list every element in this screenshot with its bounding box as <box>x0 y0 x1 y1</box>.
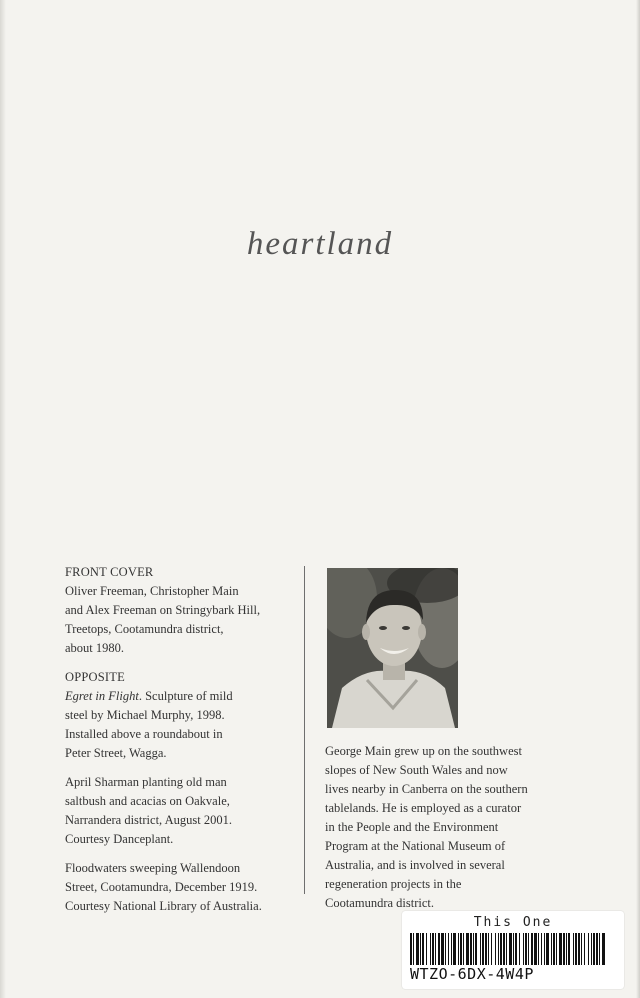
barcode-bar <box>538 933 539 965</box>
barcode-bar <box>534 933 537 965</box>
caption-heading-opposite: OPPOSITE <box>65 670 125 684</box>
barcode-bar <box>596 933 598 965</box>
barcode-bar <box>441 933 444 965</box>
barcode-bar <box>445 933 446 965</box>
barcode-bar <box>491 933 492 965</box>
barcode-bar <box>551 933 552 965</box>
barcode-bar <box>584 933 585 965</box>
barcode-bar <box>463 933 464 965</box>
caption-front-cover <box>65 563 290 658</box>
caption-line: Floodwaters sweeping Wallendoon <box>65 861 241 875</box>
bio-line: Program at the National Museum of <box>325 839 506 853</box>
barcode-bar <box>475 933 477 965</box>
page-edge-right <box>636 0 640 998</box>
barcode-bar <box>432 933 434 965</box>
barcode-bar <box>482 933 484 965</box>
bio-line: Cootamundra district. <box>325 896 435 910</box>
barcode-bar <box>528 933 529 965</box>
caption-line: saltbush and acacias on Oakvale, <box>65 794 230 808</box>
barcode-bar <box>575 933 577 965</box>
bio-line: slopes of New South Wales and now <box>325 763 508 777</box>
caption-line: Oliver Freeman, Christopher Main <box>65 584 239 598</box>
caption-line: Courtesy Danceplant. <box>65 832 174 846</box>
barcode-bar <box>488 933 489 965</box>
sticker-code: WTZO-6DX-4W4P <box>410 965 534 983</box>
caption-line: Treetops, Cootamundra district, <box>65 622 224 636</box>
bio-line: in the People and the Environment <box>325 820 499 834</box>
barcode-bar <box>435 933 436 965</box>
caption-line <box>65 687 290 706</box>
caption-line: Peter Street, Wagga. <box>65 746 167 760</box>
barcode-bar <box>498 933 499 965</box>
barcode-bar <box>523 933 524 965</box>
bio-line: Australia, and is involved in several <box>325 858 505 872</box>
barcode-bar <box>453 933 456 965</box>
caption-line: Courtesy National Library of Australia. <box>65 899 262 913</box>
author-photo <box>327 568 458 728</box>
barcode-bar <box>546 933 549 965</box>
caption-column <box>65 563 290 926</box>
page-edge-left <box>0 0 6 998</box>
barcode-bar <box>466 933 469 965</box>
barcode-bar <box>503 933 505 965</box>
caption-april <box>65 773 290 849</box>
barcode-bar <box>451 933 452 965</box>
barcode-bar <box>473 933 474 965</box>
barcode-bar <box>430 933 431 965</box>
barcode-bar <box>448 933 449 965</box>
barcode-bar <box>573 933 574 965</box>
barcode-bar <box>506 933 507 965</box>
bio-line: George Main grew up on the southwest <box>325 744 522 758</box>
barcode-bar <box>544 933 545 965</box>
barcode-bar <box>460 933 462 965</box>
barcode-bar <box>553 933 555 965</box>
caption-line: April Sharman planting old man <box>65 775 227 789</box>
barcode-bar <box>426 933 427 965</box>
author-portrait-icon <box>327 568 458 728</box>
barcode-sticker <box>402 911 624 989</box>
bio-line: tablelands. He is employed as a curator <box>325 801 522 815</box>
barcode-bar <box>602 933 605 965</box>
barcode-bar <box>559 933 562 965</box>
barcode-bar <box>568 933 570 965</box>
barcode-bar <box>422 933 424 965</box>
barcode-bar <box>593 933 595 965</box>
barcode-bar <box>563 933 565 965</box>
caption-line: Installed above a roundabout in <box>65 727 223 741</box>
barcode-bar <box>581 933 582 965</box>
barcode-bar <box>495 933 496 965</box>
caption-line: steel by Michael Murphy, 1998. <box>65 708 225 722</box>
caption-floodwaters <box>65 859 290 916</box>
bio-line: lives nearby in Canberra on the southern <box>325 782 528 796</box>
barcode-bar <box>591 933 592 965</box>
barcode-bar <box>416 933 419 965</box>
artwork-title: Egret in Flight <box>65 689 139 703</box>
barcode-bar <box>515 933 517 965</box>
column-divider <box>304 566 305 894</box>
barcode-bar <box>525 933 527 965</box>
sticker-label: This One <box>473 915 553 930</box>
caption-heading-front-cover: FRONT COVER <box>65 565 154 579</box>
bio-line: regeneration projects in the <box>325 877 462 891</box>
caption-line: about 1980. <box>65 641 125 655</box>
barcode-bar <box>420 933 421 965</box>
barcode-bar <box>513 933 514 965</box>
barcode-bar <box>578 933 580 965</box>
barcode-bar <box>500 933 502 965</box>
barcode-bar <box>531 933 533 965</box>
author-bio <box>325 742 555 913</box>
barcode-bar <box>541 933 542 965</box>
caption-line: and Alex Freeman on Stringybark Hill, <box>65 603 261 617</box>
barcode-bar <box>599 933 600 965</box>
barcode-bar <box>438 933 440 965</box>
caption-line-rest: . Sculpture of mild <box>138 689 233 703</box>
barcode-bar <box>480 933 481 965</box>
barcode-bar <box>588 933 589 965</box>
barcode-bar <box>458 933 459 965</box>
barcode-bar <box>556 933 557 965</box>
caption-line: Street, Cootamundra, December 1919. <box>65 880 258 894</box>
barcode-bar <box>470 933 472 965</box>
barcode-bar <box>410 933 412 965</box>
barcode-bar <box>519 933 520 965</box>
book-title: heartland <box>246 226 394 262</box>
barcode-bar <box>485 933 487 965</box>
barcode-bar <box>509 933 512 965</box>
barcode-bar <box>566 933 567 965</box>
barcode-bar <box>413 933 414 965</box>
caption-opposite <box>65 668 290 763</box>
barcode-icon <box>410 933 606 965</box>
caption-line: Narrandera district, August 2001. <box>65 813 232 827</box>
